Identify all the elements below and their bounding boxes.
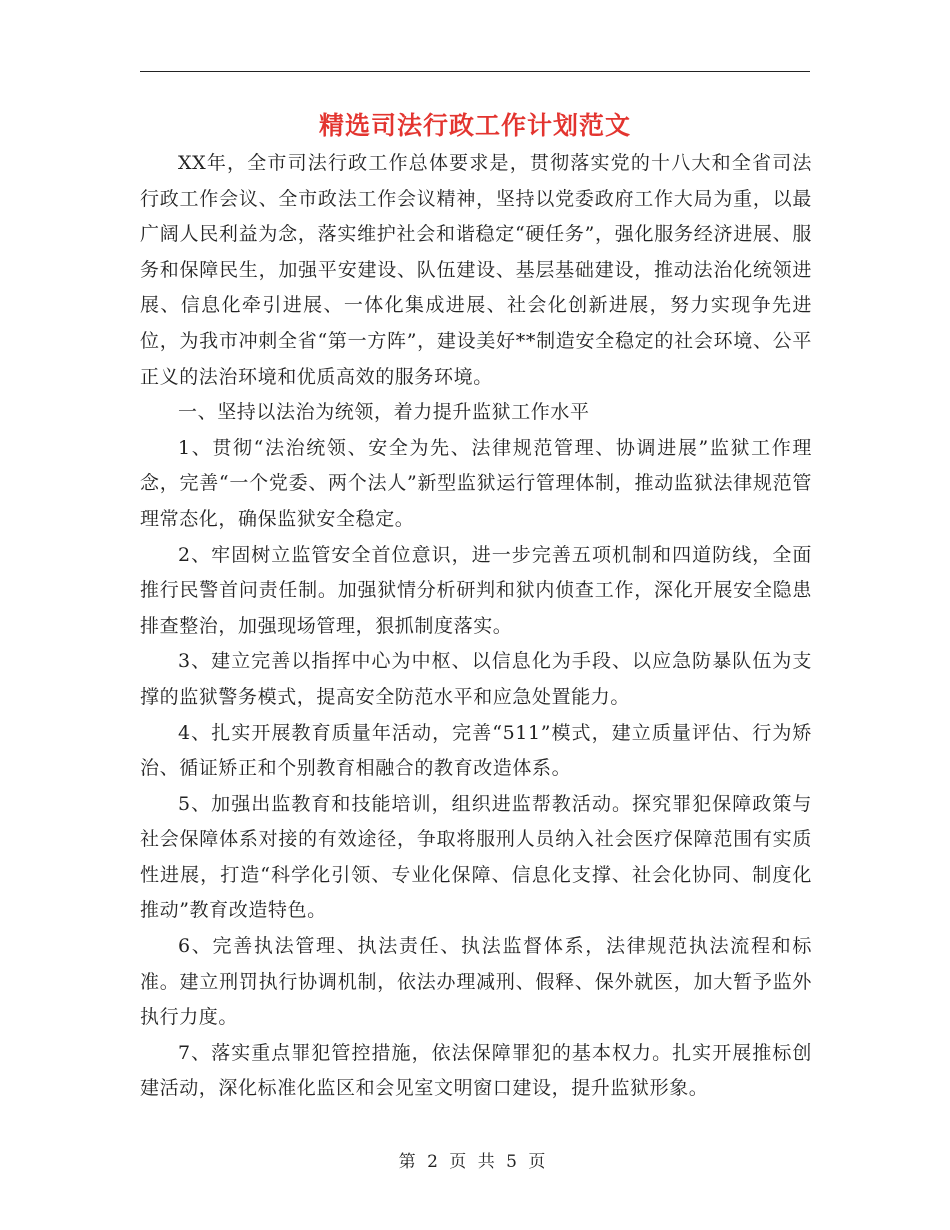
page-number-footer [0, 1150, 950, 1174]
footer-page-word: 页 [449, 1152, 467, 1172]
list-item-5: 5、加强出监教育和技能培训，组织进监帮教活动。探究罪犯保障政策与社会保障体系对接的有效途径，争取将服刑人员纳入社会医疗保障范围有实质性进展，打造“科学化引领、专业化保障、信息化支撑、社会化协同、制度化推动”教育改造特色。 [140, 792, 812, 922]
intro-paragraph: XX年，全市司法行政工作总体要求是，贯彻落实党的十八大和全省司法行政工作会议、全市政法工作会议精神，坚持以党委政府工作大局为重，以最广阔人民利益为念，落实维护社会和谐稳定“硬任务”，强化服务经济进展、服务和保障民生，加强平安建设、队伍建设、基层基础建设，推动法治化统领进展、信息化牵引进展、一体化集成进展、社会化创新进展，努力实现争先进位，为我市冲刺全省“第一方阵”，建设美好**制造安全稳定的社会环境、公平正义的法治环境和优质高效的服务环境。 [140, 152, 812, 388]
footer-prefix: 第 [398, 1152, 416, 1172]
list-item-1: 1、贯彻“法治统领、安全为先、法律规范管理、协调进展”监狱工作理念，完善“一个党委、两个法人”新型监狱运行管理体制，推动监狱法律规范管理常态化，确保监狱安全稳定。 [140, 436, 812, 530]
section-heading: 一、坚持以法治为统领，着力提升监狱工作水平 [178, 401, 590, 424]
list-item-2: 2、牢固树立监管安全首位意识，进一步完善五项机制和四道防线，全面推行民警首问责任制。加强狱情分析研判和狱内侦查工作，深化开展安全隐患排查整治，加强现场管理，狠抓制度落实。 [140, 543, 812, 637]
footer-total-pages: 5 [506, 1152, 517, 1172]
document-title: 精选司法行政工作计划范文 [318, 111, 631, 140]
footer-current-page: 2 [427, 1152, 438, 1172]
footer-suffix: 页 [528, 1152, 546, 1172]
header-rule [140, 71, 810, 72]
footer-total-word: 共 [477, 1152, 495, 1172]
list-item-6: 6、完善执法管理、执法责任、执法监督体系，法律规范执法流程和标准。建立刑罚执行协调机制，依法办理减刑、假释、保外就医，加大暂予监外执行力度。 [140, 935, 812, 1029]
list-item-3: 3、建立完善以指挥中心为中枢、以信息化为手段、以应急防暴队伍为支撑的监狱警务模式，提高安全防范水平和应急处置能力。 [140, 650, 812, 708]
list-item-7: 7、落实重点罪犯管控措施，依法保障罪犯的基本权力。扎实开展推标创建活动，深化标准化监区和会见室文明窗口建设，提升监狱形象。 [140, 1041, 812, 1100]
list-item-4: 4、扎实开展教育质量年活动，完善“511”模式，建立质量评估、行为矫治、循证矫正和个别教育相融合的教育改造体系。 [140, 721, 812, 780]
document-body [140, 146, 812, 1107]
